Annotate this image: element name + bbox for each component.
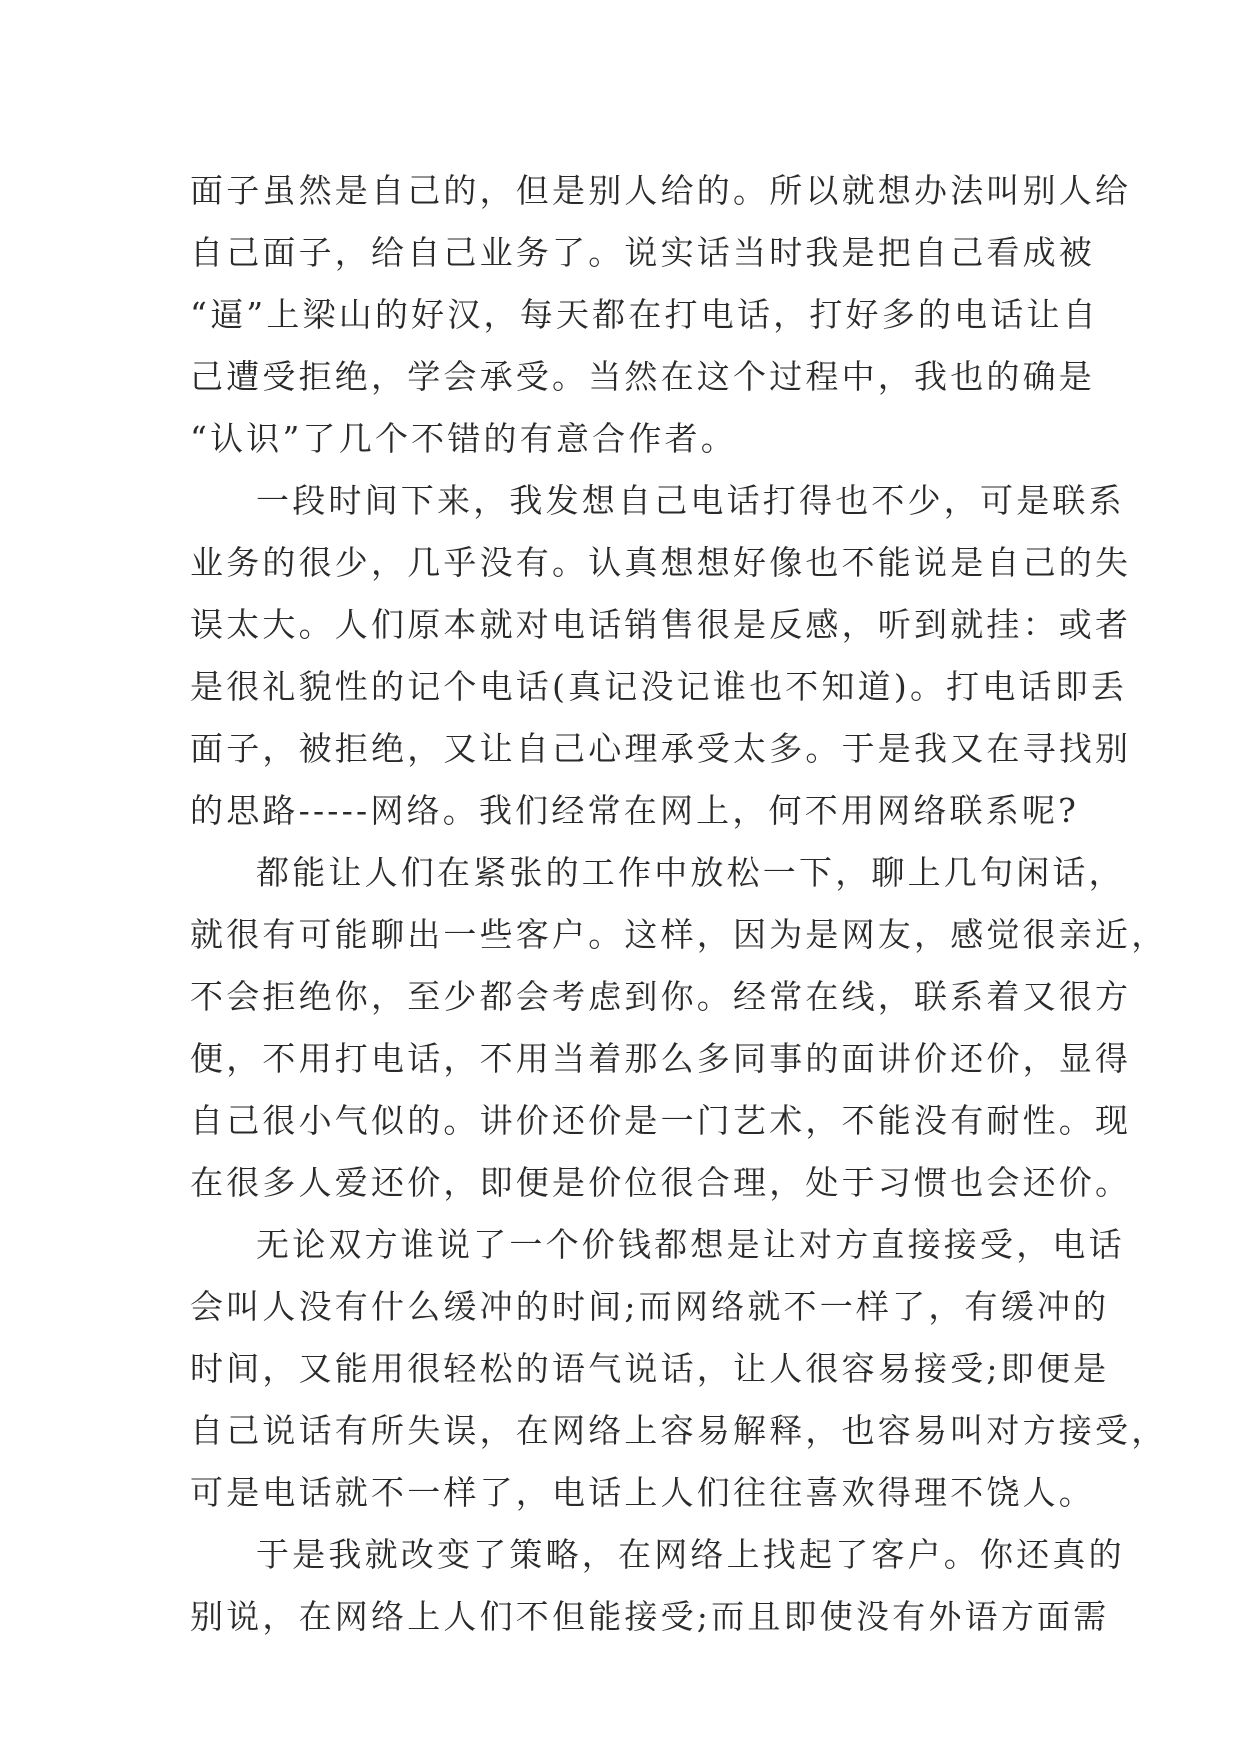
text-line: 不会拒绝你，至少都会考虑到你。经常在线，联系着又很方	[190, 977, 1132, 1016]
text-line: “逼”上梁山的好汉，每天都在打电话，打好多的电话让自	[190, 295, 1099, 334]
text-line: 误太大。人们原本就对电话销售很是反感，听到就挂：或者	[190, 605, 1132, 644]
text-line: 时间，又能用很轻松的语气说话，让人很容易接受;即便是	[190, 1349, 1110, 1388]
text-line: 己遭受拒绝，学会承受。当然在这个过程中，我也的确是	[190, 357, 1095, 396]
text-line: 自己面子，给自己业务了。说实话当时我是把自己看成被	[190, 233, 1095, 272]
text-line: 面子，被拒绝，又让自己心理承受太多。于是我又在寻找别	[190, 729, 1132, 768]
text-line: 可是电话就不一样了，电话上人们往往喜欢得理不饶人。	[190, 1473, 1095, 1512]
paragraph-first-line: 无论双方谁说了一个价钱都想是让对方直接接受，电话	[256, 1225, 1125, 1264]
text-line: 在很多人爱还价，即便是价位很合理，处于习惯也会还价。	[190, 1163, 1132, 1202]
text-line: 会叫人没有什么缓冲的时间;而网络就不一样了，有缓冲的	[190, 1287, 1110, 1326]
text-line: 自己很小气似的。讲价还价是一门艺术，不能没有耐性。现	[190, 1101, 1132, 1140]
document-body	[190, 160, 1168, 1648]
text-line: 面子虽然是自己的，但是别人给的。所以就想办法叫别人给	[190, 171, 1132, 210]
text-line: 业务的很少，几乎没有。认真想想好像也不能说是自己的失	[190, 543, 1132, 582]
paragraph-first-line: 于是我就改变了策略，在网络上找起了客户。你还真的	[256, 1535, 1125, 1574]
text-line: 别说，在网络上人们不但能接受;而且即使没有外语方面需	[190, 1597, 1110, 1636]
paragraph-first-line: 都能让人们在紧张的工作中放松一下，聊上几句闲话，	[256, 853, 1125, 892]
text-line: “认识”了几个不错的有意合作者。	[190, 419, 737, 458]
text-line: 的思路-----网络。我们经常在网上，何不用网络联系呢?	[190, 791, 1080, 830]
paragraph-first-line: 一段时间下来，我发想自己电话打得也不少，可是联系	[256, 481, 1125, 520]
text-line: 便，不用打电话，不用当着那么多同事的面讲价还价，显得	[190, 1039, 1132, 1078]
text-line: 就很有可能聊出一些客户。这样，因为是网友，感觉很亲近，	[190, 915, 1168, 954]
text-line: 自己说话有所失误，在网络上容易解释，也容易叫对方接受，	[190, 1411, 1168, 1450]
text-line: 是很礼貌性的记个电话(真记没记谁也不知道)。打电话即丢	[190, 667, 1128, 706]
